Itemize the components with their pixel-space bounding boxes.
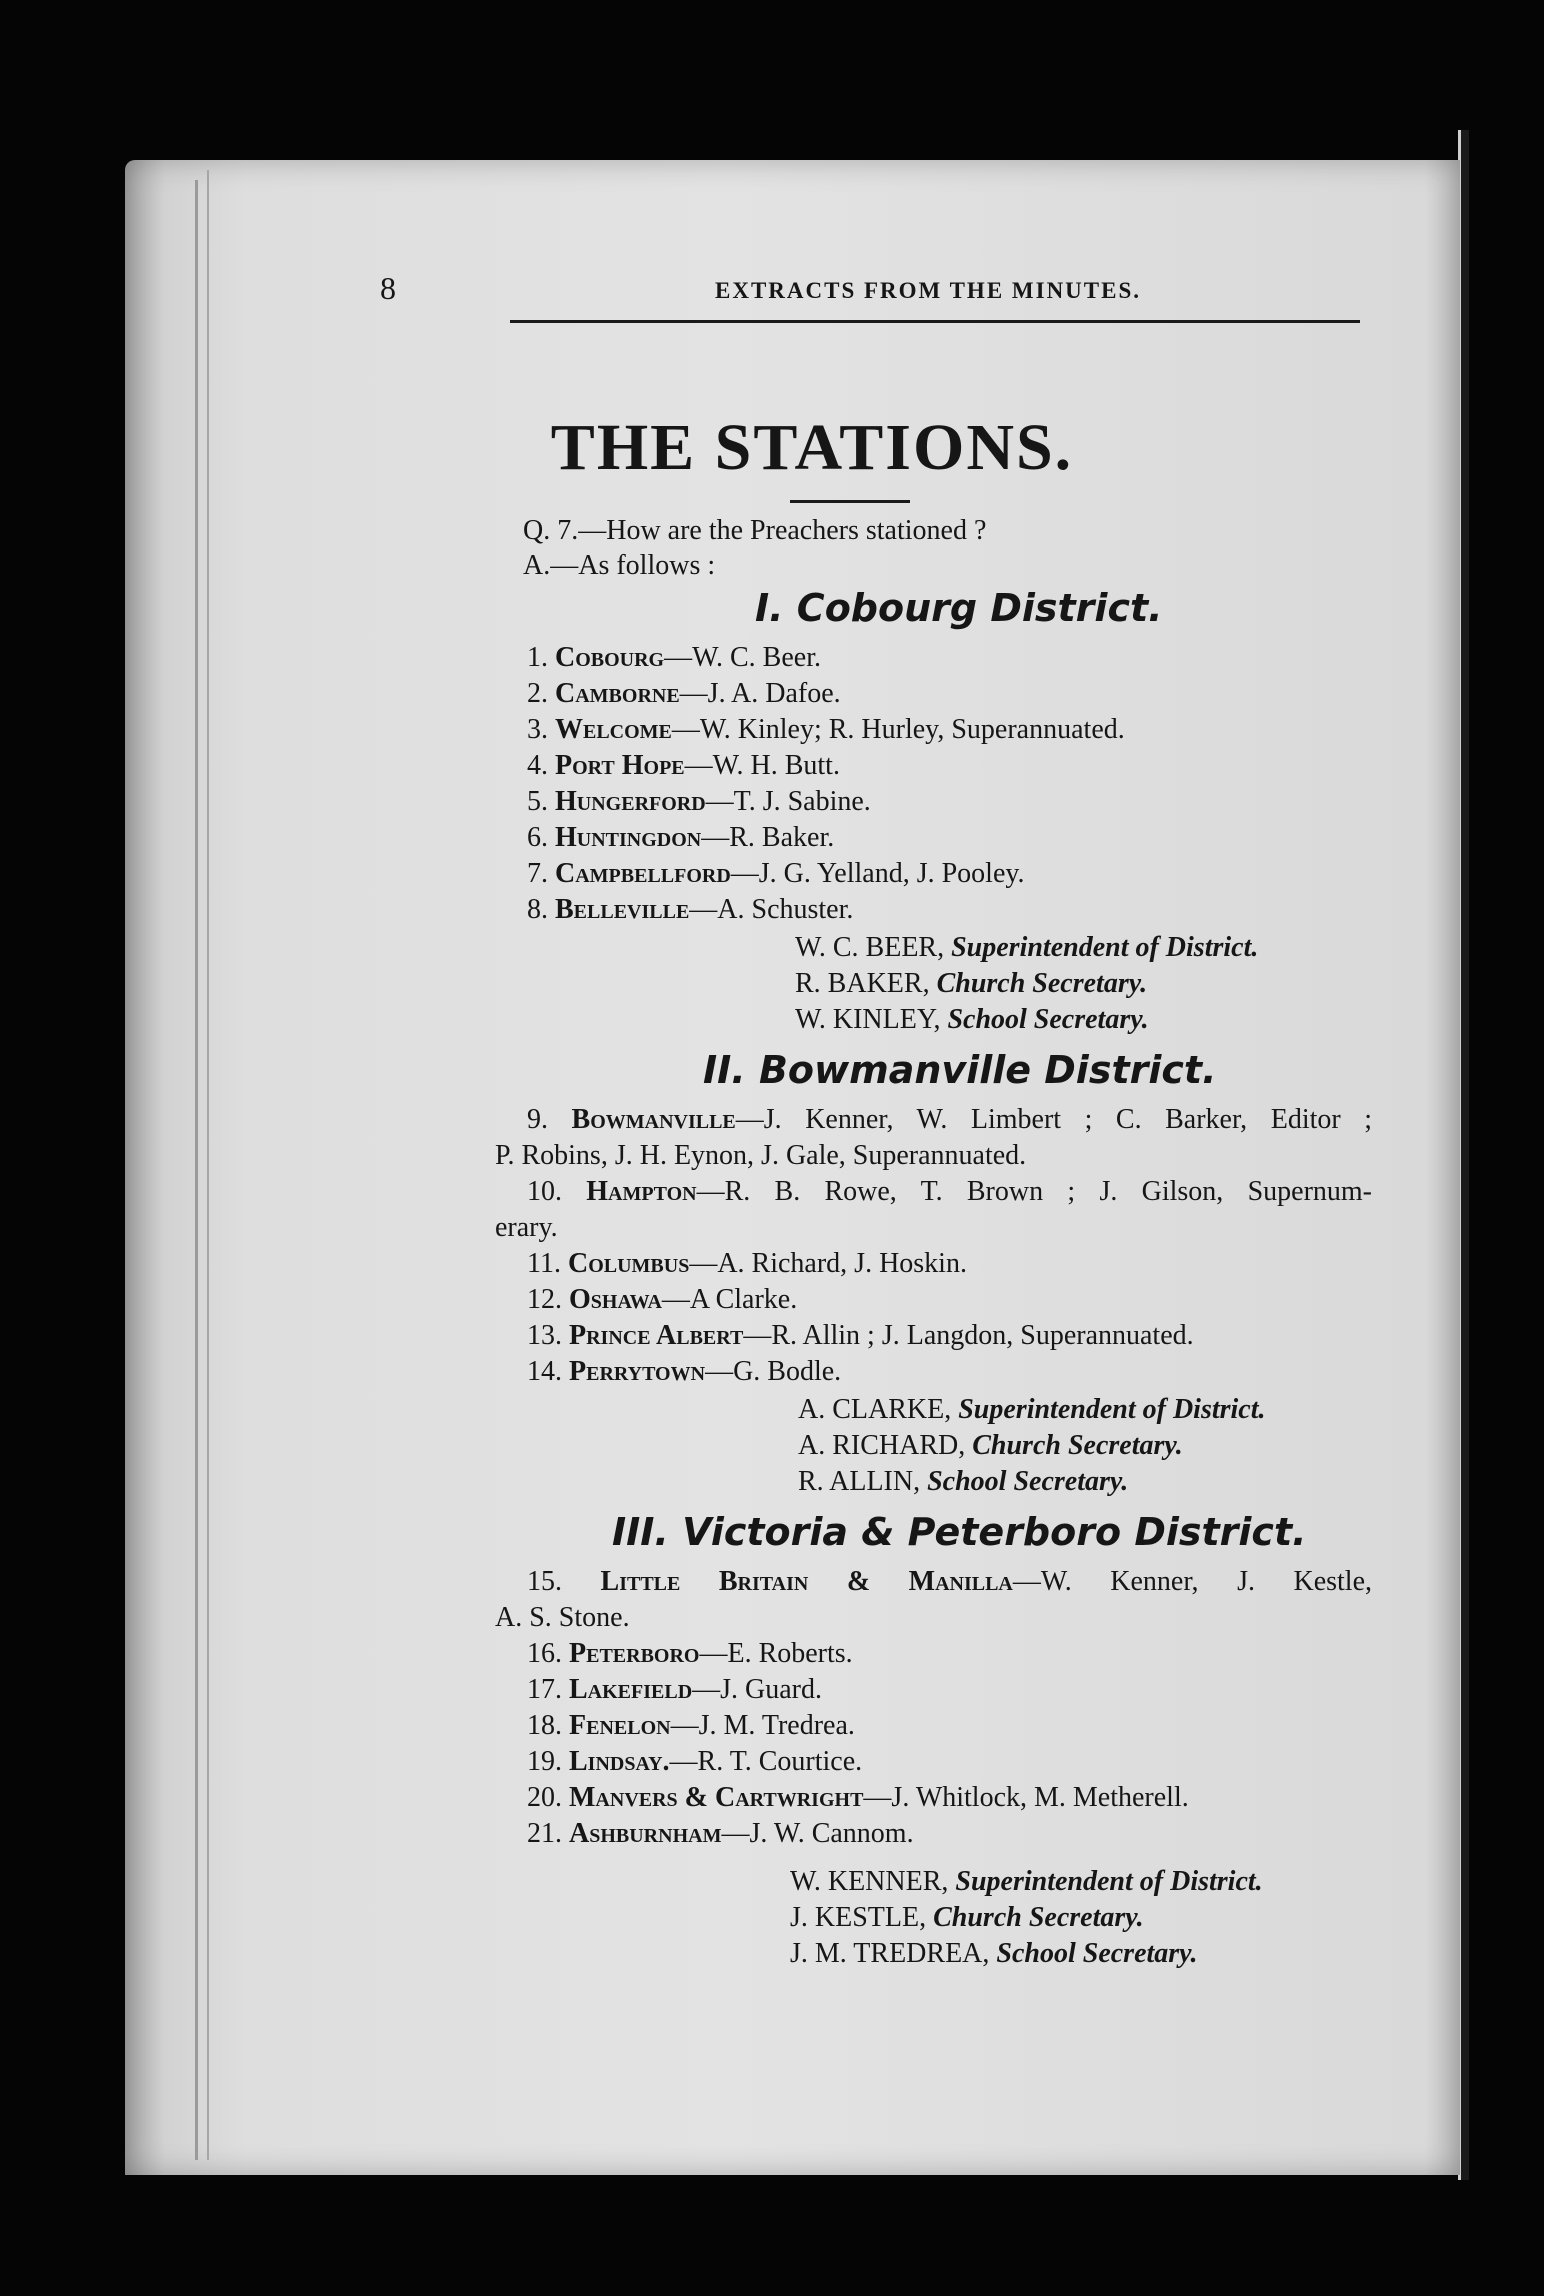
station-line: 13. Prince Albert—R. Allin ; J. Langdon, Superannuated. — [527, 1320, 1194, 1351]
district-heading-2: II. Bowmanville District. — [703, 1048, 1217, 1092]
station-continuation: P. Robins, J. H. Eynon, J. Gale, Superannuated. — [495, 1140, 1027, 1171]
station-continuation: erary. — [495, 1212, 558, 1243]
answer-line: A.—As follows : — [523, 550, 716, 581]
station-line: 18. Fenelon—J. M. Tredrea. — [527, 1710, 855, 1741]
running-title: EXTRACTS FROM THE MINUTES. — [715, 278, 1142, 303]
station-line: 9. Bowmanville—J. Kenner, W. Limbert ; C. Barker, Editor ; — [527, 1104, 1373, 1135]
header-rule — [510, 320, 1360, 323]
station-line: 11. Columbus—A. Richard, J. Hoskin. — [527, 1248, 967, 1279]
officer-line: J. M. TREDREA, School Secretary. — [790, 1938, 1198, 1969]
officer-line: J. KESTLE, Church Secretary. — [790, 1902, 1144, 1933]
station-line: 8. Belleville—A. Schuster. — [527, 894, 854, 925]
station-line: 20. Manvers & Cartwright—J. Whitlock, M. Metherell. — [527, 1782, 1189, 1813]
officer-line: A. RICHARD, Church Secretary. — [798, 1430, 1183, 1461]
station-line: 2. Camborne—J. A. Dafoe. — [527, 678, 841, 709]
station-line: 19. Lindsay.—R. T. Courtice. — [527, 1746, 863, 1777]
officer-line: R. ALLIN, School Secretary. — [798, 1466, 1129, 1497]
officer-line: R. BAKER, Church Secretary. — [795, 968, 1148, 999]
station-line: 3. Welcome—W. Kinley; R. Hurley, Superannuated. — [527, 714, 1125, 745]
station-line: 14. Perrytown—G. Bodle. — [527, 1356, 842, 1387]
officer-line: W. C. BEER, Superintendent of District. — [795, 932, 1259, 963]
officer-line: W. KINLEY, School Secretary. — [795, 1004, 1149, 1035]
station-line: 12. Oshawa—A Clarke. — [527, 1284, 798, 1315]
running-header — [380, 270, 1360, 310]
officer-line: W. KENNER, Superintendent of District. — [790, 1866, 1263, 1897]
station-line: 10. Hampton—R. B. Rowe, T. Brown ; J. Gilson, Supernum- — [527, 1176, 1372, 1207]
station-line: 17. Lakefield—J. Guard. — [527, 1674, 823, 1705]
station-line: 15. Little Britain & Manilla—W. Kenner, J. Kestle, — [527, 1566, 1373, 1597]
station-line: 5. Hungerford—T. J. Sabine. — [527, 786, 871, 817]
district-heading-3: III. Victoria & Peterboro District. — [612, 1510, 1307, 1554]
question-line: Q. 7.—How are the Preachers stationed ? — [523, 515, 987, 546]
station-line: 1. Cobourg—W. C. Beer. — [527, 642, 821, 673]
title-rule — [790, 500, 910, 503]
station-continuation: A. S. Stone. — [495, 1602, 630, 1633]
station-line: 21. Ashburnham—J. W. Cannom. — [527, 1818, 914, 1849]
officer-line: A. CLARKE, Superintendent of District. — [798, 1394, 1266, 1425]
station-line: 4. Port Hope—W. H. Butt. — [527, 750, 840, 781]
station-line: 6. Huntingdon—R. Baker. — [527, 822, 835, 853]
station-line: 7. Campbellford—J. G. Yelland, J. Pooley. — [527, 858, 1025, 889]
district-heading-1: I. Cobourg District. — [755, 586, 1163, 630]
station-line: 16. Peterboro—E. Roberts. — [527, 1638, 853, 1669]
page-title: THE STATIONS. — [550, 411, 1074, 484]
page-number: 8 — [380, 270, 396, 306]
